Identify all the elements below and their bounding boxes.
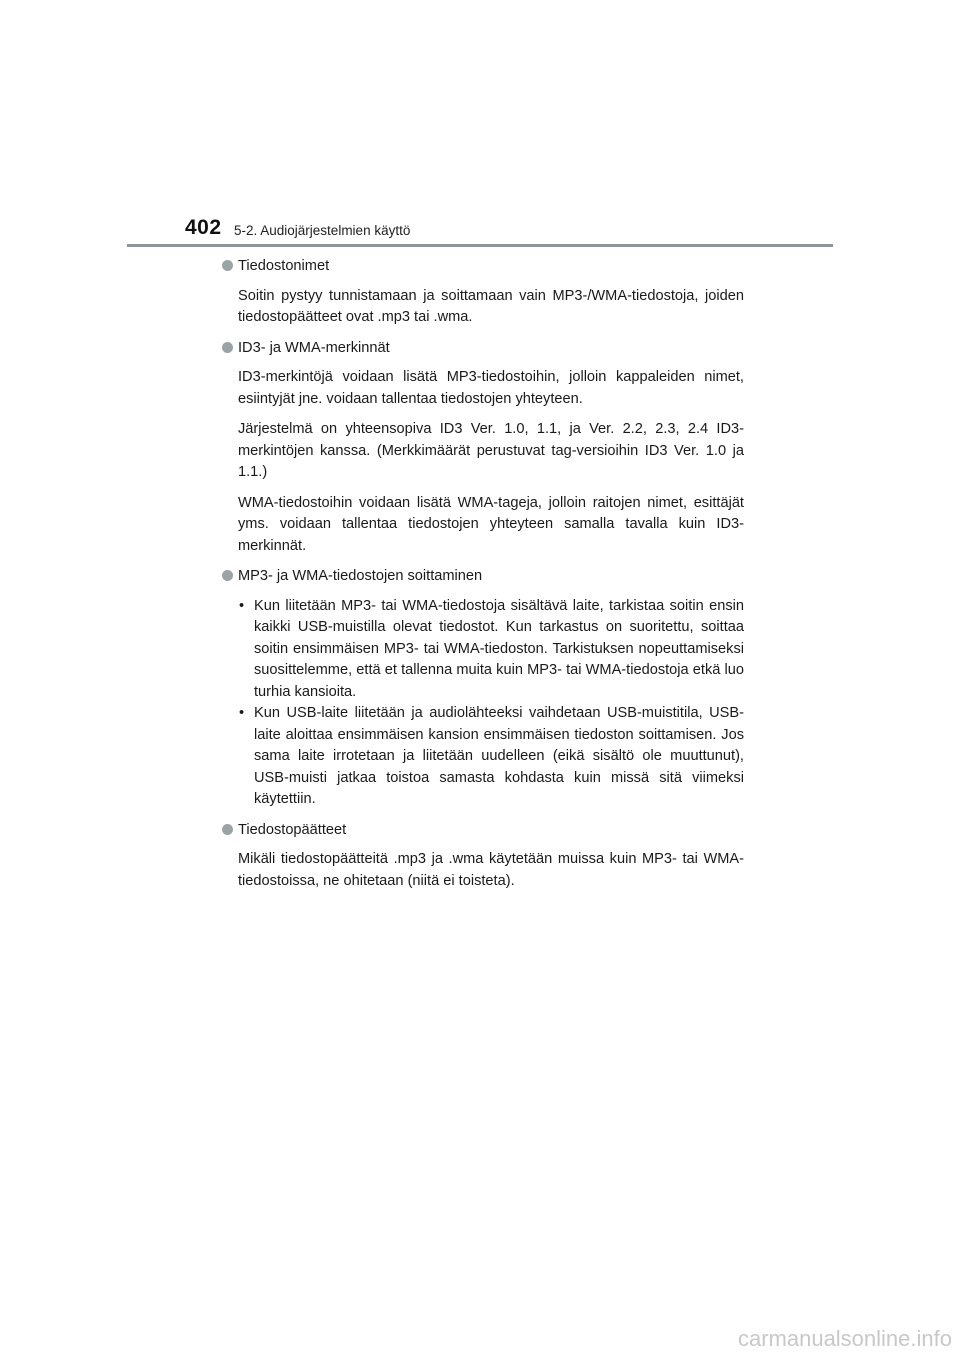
bullet-circle-icon (222, 824, 233, 835)
section-file-extensions (222, 820, 744, 893)
section-heading (222, 256, 744, 278)
list-item-text: Kun USB-laite liitetään ja audiolähteeksi vaihdetaan USB-muistitila, USB-laite aloittaa ensimmäisen kansion ensimmäisen tiedoston soittamisen. Jos sama laite irrotetaan ja liitetään uudelleen (eikä sisältö ole muuttunut), USB-muisti jatkaa toistoa samasta kohdasta kuin missä sitä viimeksi käytettiin. (254, 705, 744, 807)
page-header (0, 0, 960, 250)
bullet-circle-icon (222, 342, 233, 353)
list-item-text: Kun liitetään MP3- tai WMA-tiedostoja sisältävä laite, tarkistaa soitin ensin kaikki USB-muistilla olevat tiedostot. Kun tarkastus on suoritettu, soittaa soitin ensimmäisen MP3- tai WMA-tiedoston. Tarkistuksen nopeuttamiseksi suosittelemme, että et tallenna muita kuin MP3- tai WMA-tiedostoja etkä luo turhia kansioita. (254, 597, 744, 700)
paragraph: Mikäli tiedostopäätteitä .mp3 ja .wma käytetään muissa kuin MP3- tai WMA-tiedostoissa, ne ohitetaan (niitä ei toisteta). (238, 851, 744, 889)
section-heading (222, 820, 744, 842)
page-number: 402 (185, 216, 222, 239)
section-heading-text: ID3- ja WMA-merkinnät (238, 339, 390, 356)
paragraph: WMA-tiedostoihin voidaan lisätä WMA-tageja, jolloin raitojen nimet, esittäjät yms. voidaan tallentaa tiedostojen yhteyteen samalla tavalla kuin ID3-merkinnät. (238, 494, 744, 554)
bullet-dot-icon: • (239, 705, 245, 721)
section-title: 5-2. Audiojärjestelmien käyttö (234, 223, 411, 238)
header-divider (127, 244, 833, 247)
list-item (238, 596, 744, 704)
paragraph: Järjestelmä on yhteensopiva ID3 Ver. 1.0, 1.1, ja Ver. 2.2, 2.3, 2.4 ID3-merkintöjen kanssa. (Merkkimäärät perustuvat tag-versioihin ID3 Ver. 1.0 ja 1.1.) (238, 421, 744, 480)
section-heading (222, 566, 744, 588)
section-heading (222, 338, 744, 360)
section-heading-text: Tiedostonimet (238, 258, 330, 274)
section-heading-text: MP3- ja WMA-tiedostojen soittaminen (238, 568, 483, 584)
section-file-names (222, 256, 744, 329)
bullet-dot-icon: • (239, 597, 245, 614)
section-id3-wma-tags (222, 338, 744, 558)
sub-list (222, 596, 744, 811)
bullet-circle-icon (222, 570, 233, 581)
paragraph: ID3-merkintöjä voidaan lisätä MP3-tiedostoihin, jolloin kappaleiden nimet, esiintyjät jne. voidaan tallentaa tiedostojen yhteyteen. (238, 369, 744, 407)
bullet-circle-icon (222, 260, 233, 271)
main-content (222, 256, 744, 901)
paragraph: Soitin pystyy tunnistamaan ja soittamaan vain MP3-/WMA-tiedostoja, joiden tiedostopäätteet ovat .mp3 tai .wma. (238, 287, 744, 325)
watermark: carmanualsonline.info (737, 1326, 952, 1351)
section-heading-text: Tiedostopäätteet (238, 821, 347, 838)
list-item (238, 703, 744, 811)
section-playback (222, 566, 744, 811)
